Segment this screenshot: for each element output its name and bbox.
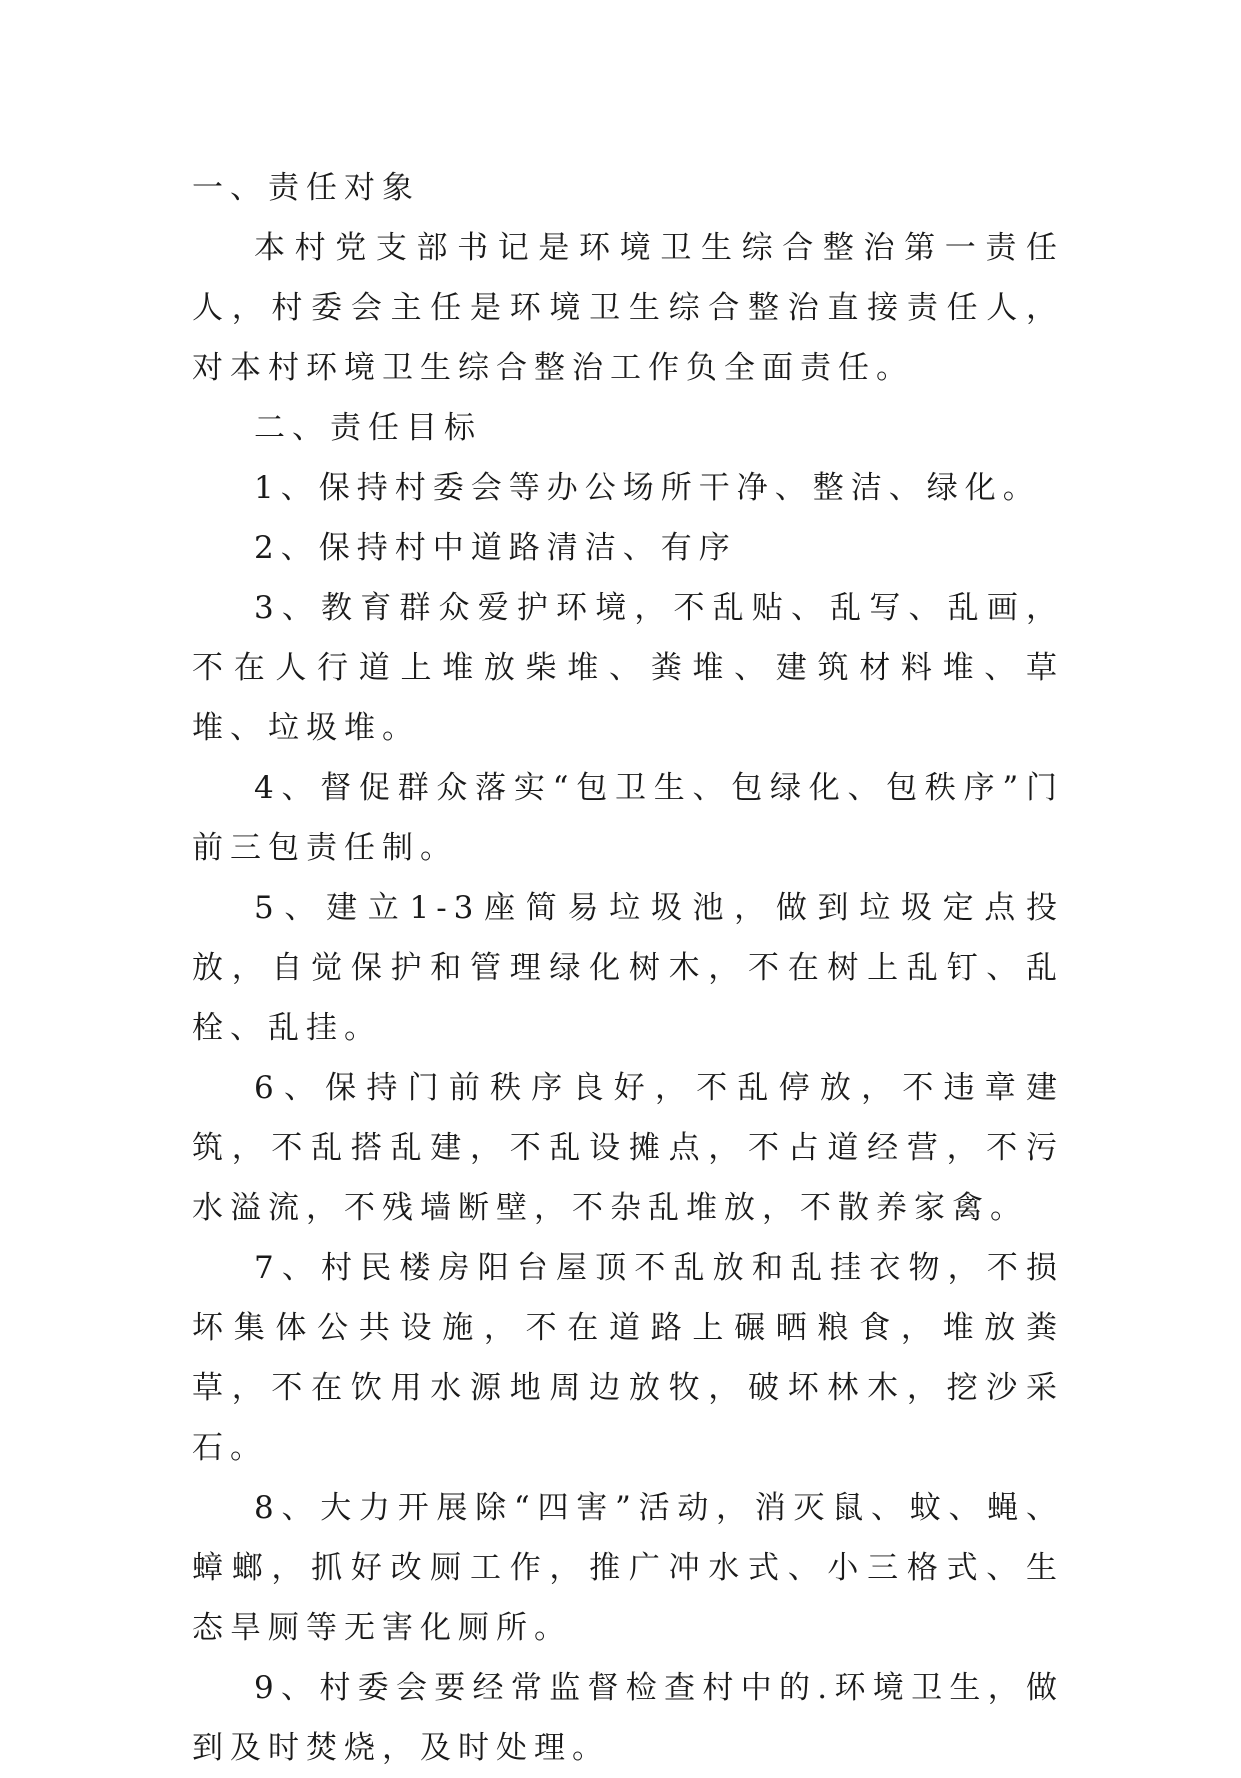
goal-item-4: 4、督促群众落实“包卫生、包绿化、包秩序”门前三包责任制。	[192, 770, 1064, 866]
goal-item-5: 5、建立1-3座简易垃圾池，做到垃圾定点投放，自觉保护和管理绿化树木，不在树上乱钉、乱栓、乱挂。	[192, 890, 1064, 1046]
goal-item-2: 2、保持村中道路清洁、有序	[254, 530, 737, 566]
section-heading-responsibility-object: 一、责任对象	[192, 170, 420, 206]
goal-item-3: 3、教育群众爱护环境，不乱贴、乱写、乱画，不在人行道上堆放柴堆、粪堆、建筑材料堆、草堆、垃圾堆。	[192, 590, 1064, 746]
goal-item-7: 7、村民楼房阳台屋顶不乱放和乱挂衣物，不损坏集体公共设施，不在道路上碾晒粮食，堆放粪草，不在饮用水源地周边放牧，破坏林木，挖沙采石。	[192, 1250, 1064, 1466]
goal-item-8: 8、大力开展除“四害”活动，消灭鼠、蚊、蝇、蟑螂，抓好改厕工作，推广冲水式、小三格式、生态旱厕等无害化厕所。	[192, 1490, 1064, 1646]
goal-item-6: 6、保持门前秩序良好，不乱停放，不违章建筑，不乱搭乱建，不乱设摊点，不占道经营，不污水溢流，不残墙断壁，不杂乱堆放，不散养家禽。	[192, 1070, 1064, 1226]
section-heading-responsibility-goals: 二、责任目标	[254, 410, 482, 446]
document-body	[192, 158, 1064, 1778]
goal-item-9: 9、村委会要经常监督检查村中的.环境卫生，做到及时焚烧，及时处理。	[192, 1670, 1064, 1766]
goal-item-1: 1、保持村委会等办公场所干净、整洁、绿化。	[254, 470, 1041, 506]
paragraph-responsible-persons: 本村党支部书记是环境卫生综合整治第一责任人，村委会主任是环境卫生综合整治直接责任人，对本村环境卫生综合整治工作负全面责任。	[192, 230, 1064, 386]
